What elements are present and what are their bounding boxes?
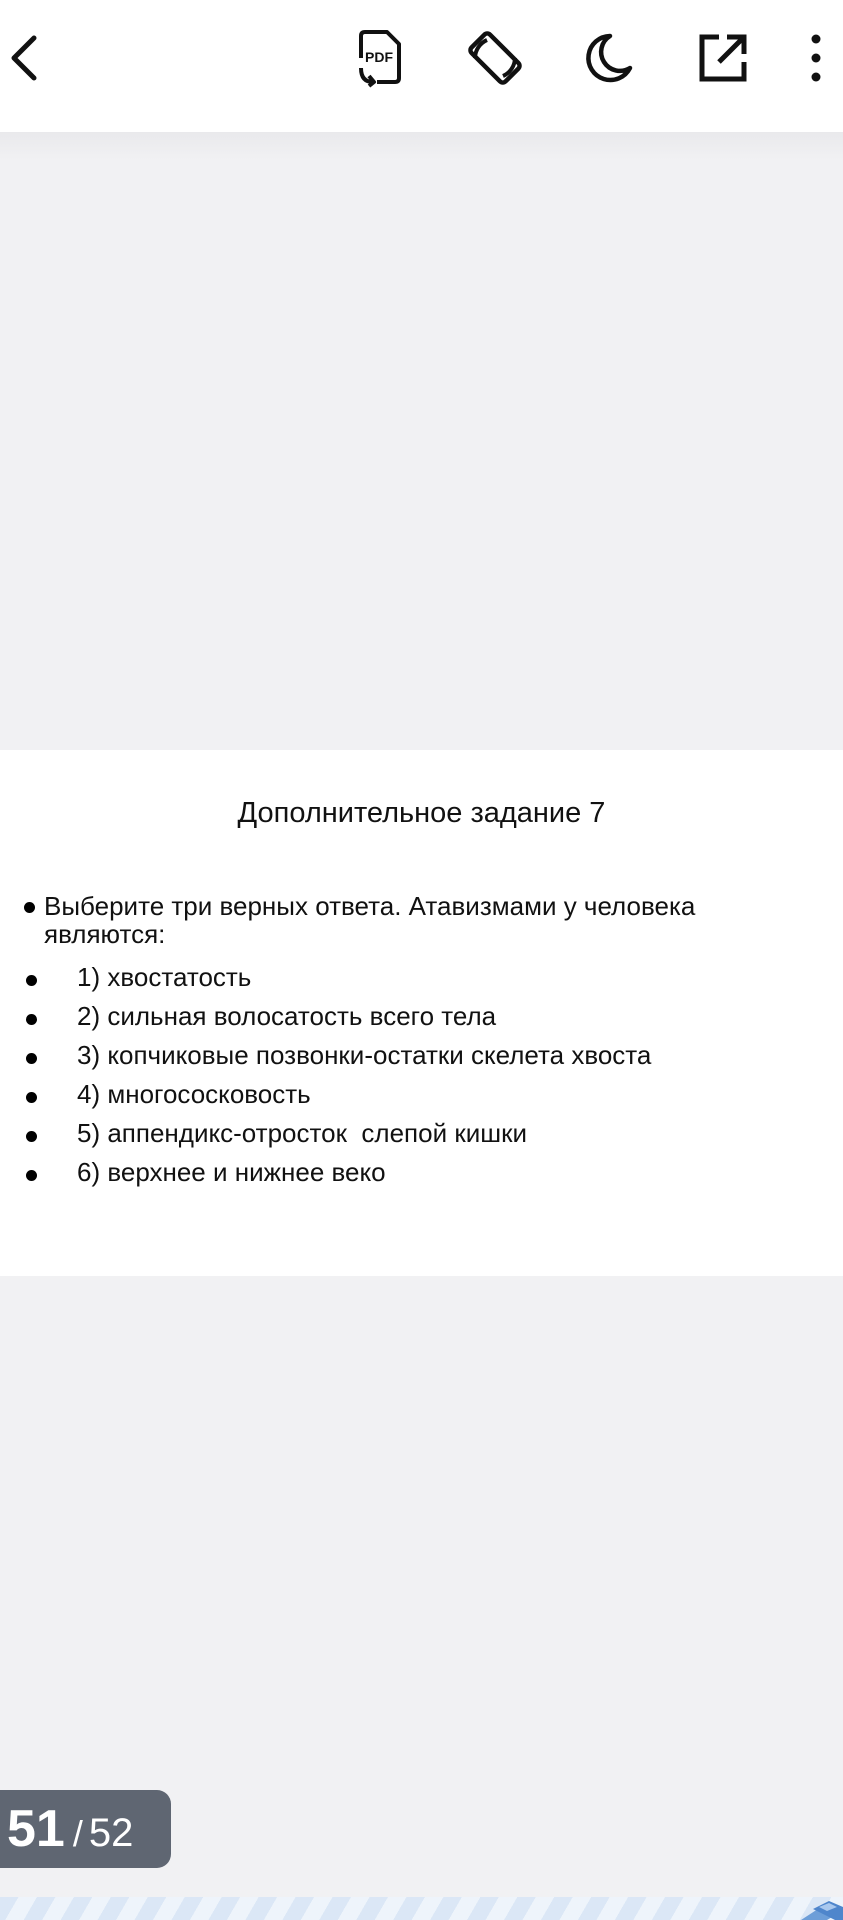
more-options-button[interactable] — [796, 26, 836, 90]
moon-icon — [580, 30, 636, 86]
bullet-icon — [26, 1170, 37, 1181]
screen-rotation-icon — [465, 28, 525, 88]
more-vertical-icon — [806, 30, 826, 86]
answer-option — [24, 1118, 784, 1157]
answer-option — [24, 1001, 784, 1040]
answer-option — [24, 1040, 784, 1079]
answer-option — [24, 962, 784, 1001]
night-mode-button[interactable] — [576, 26, 640, 90]
page-separator: / — [72, 1813, 83, 1854]
open-external-icon — [695, 30, 751, 86]
answer-options — [24, 962, 784, 1196]
banner-corner-icon — [743, 1897, 843, 1920]
pdf-convert-icon — [351, 28, 407, 88]
chevron-left-icon — [4, 30, 44, 86]
bullet-icon — [26, 1053, 37, 1064]
bullet-icon — [26, 975, 37, 986]
bullet-icon — [26, 1092, 37, 1103]
answer-option-text: 5) аппендикс-отросток слепой кишки — [77, 1118, 527, 1148]
page-counter[interactable] — [0, 1790, 171, 1868]
document-viewer[interactable] — [0, 132, 843, 1920]
bullet-icon — [26, 1131, 37, 1142]
answer-option-text: 6) верхнее и нижнее веко — [77, 1157, 386, 1187]
answer-option-text: 2) сильная волосатость всего тела — [77, 1001, 497, 1031]
bullet-icon — [26, 1014, 37, 1025]
pdf-convert-button[interactable] — [347, 26, 411, 90]
open-external-button[interactable] — [691, 26, 755, 90]
answer-option — [24, 1157, 784, 1196]
bottom-banner-strip — [0, 1897, 843, 1920]
answer-option-text: 1) хвостатость — [77, 962, 252, 992]
question-item — [24, 892, 764, 948]
document-page — [0, 750, 843, 1276]
answer-option — [24, 1079, 784, 1118]
page-title: Дополнительное задание 7 — [237, 797, 606, 829]
answer-option-text: 3) копчиковые позвонки-остатки скелета хвоста — [77, 1040, 652, 1070]
total-pages: 52 — [88, 1811, 134, 1855]
answer-option-text: 4) многососковость — [77, 1079, 311, 1109]
rotate-screen-button[interactable] — [463, 26, 527, 90]
current-page-number: 51 — [7, 1800, 65, 1858]
back-button[interactable] — [0, 26, 56, 90]
svg-text:PDF: PDF — [365, 49, 393, 65]
bullet-icon — [24, 902, 35, 913]
top-toolbar — [0, 0, 843, 132]
question-text: Выберите три верных ответа. Атавизмами у человека являются: — [44, 891, 696, 949]
